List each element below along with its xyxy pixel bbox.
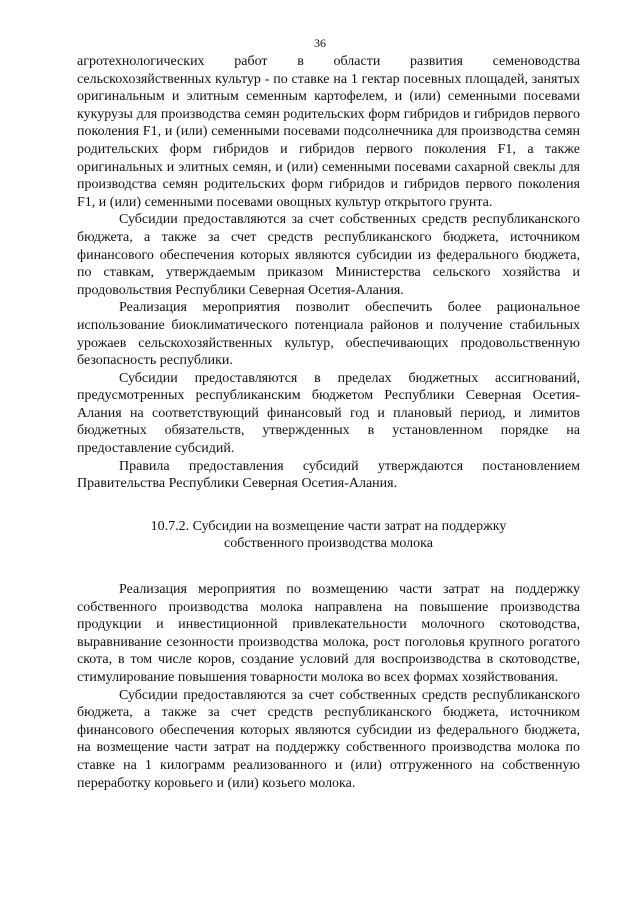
paragraph: Правила предоставления субсидий утверждаются постановлением Правительства Республики Северная Осетия-Алания. [77,458,580,492]
document-body [77,53,580,792]
paragraph: Реализация мероприятия по возмещению части затрат на поддержку собственного производства молока направлена на повышение производства продукции и инвестиционной привлекательности молочного скотоводства, выравнивание сезонности производства молока, рост поголовья крупного рогатого скота, в том числе коров, создание условий для воспроизводства в скотоводстве, стимулирование повышения товарности молока во всех формах хозяйствования. [77,582,580,685]
page-number: 36 [314,36,326,50]
section-heading-line: 10.7.2. Субсидии на возмещение части затрат на поддержку [150,518,507,534]
section-heading-line: собственного производства молока [224,536,433,552]
section-heading [77,518,580,553]
paragraph: Реализация мероприятия позволит обеспечить более рациональное использование биоклиматического потенциала районов и получение стабильных урожаев сельскохозяйственных культур, обеспечивающих продовольственную безопасность республики. [77,300,580,369]
paragraph: Субсидии предоставляются в пределах бюджетных ассигнований, предусмотренных республиканским бюджетом Республики Северная Осетия-Алания на соответствующий финансовый год и плановый период, и лимитов бюджетных обязательств, утвержденных в установленном порядке на предоставление субсидий. [77,370,580,457]
paragraph: Субсидии предоставляются за счет собственных средств республиканского бюджета, а также за счет средств республиканского бюджета, источником финансового обеспечения которых являются субсидии из федерального бюджета, по ставкам, утверждаемым приказом Министерства сельского хозяйства и продовольствия Республики Северная Осетия-Алания. [77,212,580,298]
paragraph-continued: агротехнологических работ в области развития семеноводства сельскохозяйственных культур - по ставке на 1 гектар посевных площадей, занятых оригинальным и элитным семенным картофелем, и (или) семенными посевами кукурузы для производства семян родительских форм гибридов и гибридов первого поколения F1, и (или) семенными посевами подсолнечника для производства семян родительских форм гибридов и гибридов первого поколения F1, а также оригинальных и элитных семян, и (или) семенными посевами сахарной свеклы для производства семян родительских форм гибридов и гибридов первого поколения F1, и (или) семенными посевами овощных культур открытого грунта. [77,54,580,210]
paragraph: Субсидии предоставляются за счет собственных средств республиканского бюджета, а также за счет средств республиканского бюджета, источником финансового обеспечения которых являются субсидии из федерального бюджета, на возмещение части затрат на поддержку собственного производства молока по ставке на 1 килограмм реализованного и (или) отгруженного на собственную переработку коровьего и (или) козьего молока. [77,687,580,791]
